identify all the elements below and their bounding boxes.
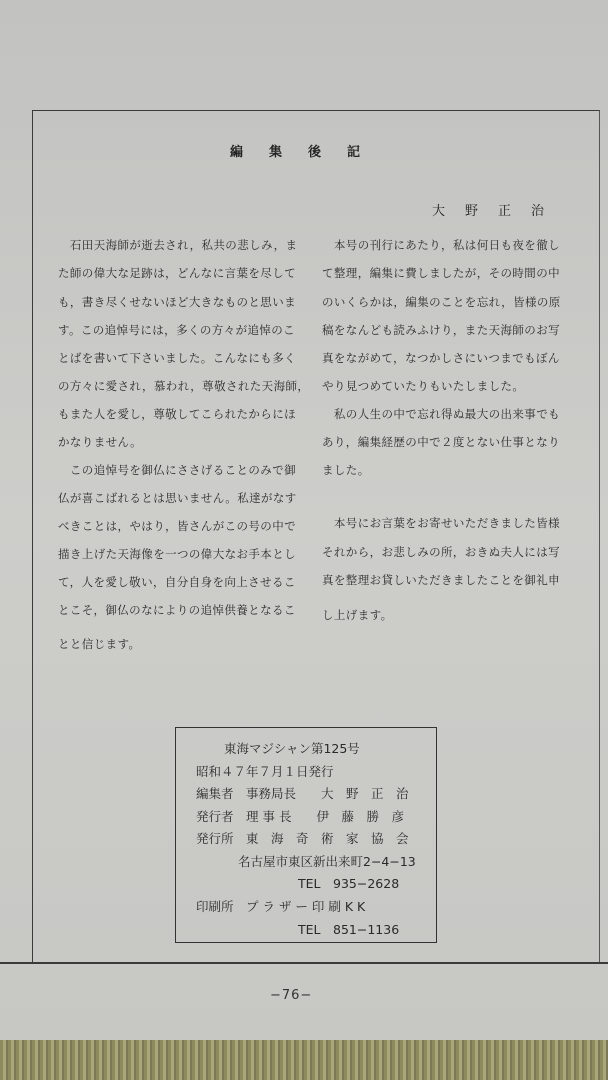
text-line: て整理，編集に費しましたが，その時間の中 bbox=[322, 266, 560, 280]
text-line: この追悼号を御仏にささげることのみで御 bbox=[58, 463, 296, 477]
colophon-line: TEL 935−2628 bbox=[298, 876, 400, 891]
text-line: て，人を愛し敬い，自分自身を向上させるこ bbox=[58, 575, 296, 589]
text-line: 真を整理お貸しいただきましたことを御礼申 bbox=[322, 573, 560, 587]
page-title: 編集後記 bbox=[230, 145, 387, 160]
text-line: の方々に愛され，慕われ，尊敬された天海師， bbox=[58, 379, 310, 393]
floor-background bbox=[0, 1040, 608, 1080]
text-line: 私の人生の中で忘れ得ぬ最大の出来事でも bbox=[322, 407, 560, 421]
text-line: 本号の刊行にあたり，私は何日も夜を徹し bbox=[322, 238, 560, 252]
text-line: それから，お悲しみの所，おきぬ夫人には写 bbox=[322, 545, 560, 559]
colophon-line: 編集者 事務局長 大 野 正 治 bbox=[196, 786, 409, 801]
text-line: もまた人を愛し，尊敬してこられたからにほ bbox=[58, 407, 296, 421]
colophon-box bbox=[175, 727, 437, 943]
colophon-line: 発行所 東 海 奇 術 家 協 会 bbox=[196, 831, 409, 846]
text-line: とこそ，御仏のなによりの追悼供養となるこ bbox=[58, 603, 296, 617]
text-line: 稿をなんども読みふけり，また天海師のお写 bbox=[322, 323, 560, 337]
text-line: とと信じます。 bbox=[58, 637, 141, 651]
colophon-line: 印刷所 プ ラ ザ ー 印 刷 K K bbox=[196, 899, 366, 914]
text-line: ました。 bbox=[322, 463, 370, 477]
page-number: −76− bbox=[270, 988, 313, 1003]
bottom-rule bbox=[0, 962, 608, 964]
colophon-line: TEL 851−1136 bbox=[298, 922, 400, 937]
colophon-line: 東海マジシャン第125号 bbox=[224, 741, 360, 756]
text-line: 石田天海師が逝去され，私共の悲しみ，ま bbox=[58, 238, 298, 252]
text-line: 仏が喜こばれるとは思いません。私達がなす bbox=[58, 491, 297, 505]
text-line: し上げます。 bbox=[322, 608, 393, 622]
colophon-line: 名古屋市東区新出来町2−4−13 bbox=[238, 854, 416, 869]
text-line: とばを書いて下さいました。こんなにも多く bbox=[58, 351, 296, 365]
text-line: も，書き尽くせないほど大きなものと思いま bbox=[58, 295, 296, 309]
text-line: かなりません。 bbox=[58, 435, 142, 449]
author-name: 大野正治 bbox=[432, 204, 565, 219]
text-line: た師の偉大な足跡は，どんなに言葉を尽して bbox=[58, 266, 296, 280]
text-line: あり，編集経歴の中で２度とない仕事となり bbox=[322, 435, 560, 449]
text-line: 真をながめて，なつかしさにいつまでもぼん bbox=[322, 351, 560, 365]
text-line: 描き上げた天海像を一つの偉大なお手本とし bbox=[58, 547, 296, 561]
text-line: やり見つめていたりもいたしました。 bbox=[322, 379, 525, 393]
text-line: 本号にお言葉をお寄せいただきました皆様 bbox=[322, 516, 560, 530]
text-line: す。この追悼号には，多くの方々が追悼のこ bbox=[58, 323, 296, 337]
text-line: のいくらかは，編集のことを忘れ，皆様の原 bbox=[322, 295, 561, 309]
colophon-line: 発行者 理 事 長 伊 藤 勝 彦 bbox=[196, 809, 404, 824]
colophon-line: 昭和４７年７月１日発行 bbox=[196, 764, 334, 779]
text-line: べきことは，やはり，皆さんがこの号の中で bbox=[58, 519, 296, 533]
